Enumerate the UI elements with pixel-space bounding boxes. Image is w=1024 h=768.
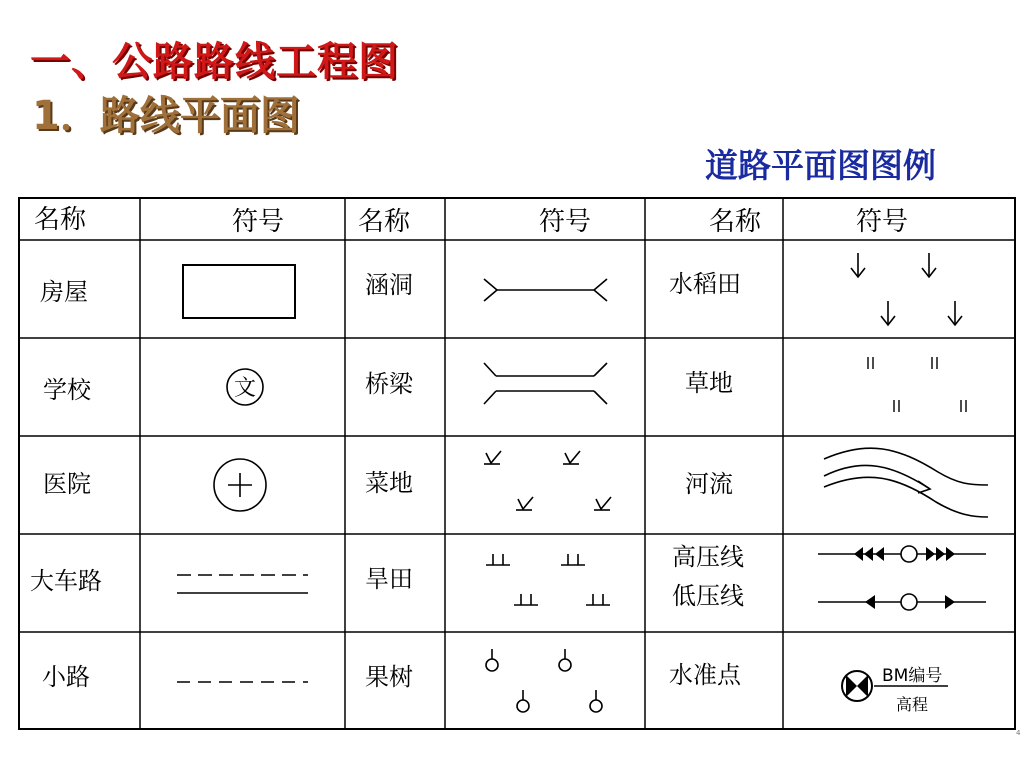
- name-bridge: 桥梁: [365, 370, 413, 398]
- culvert-symbol: [484, 279, 607, 301]
- name-hospital: 医院: [43, 470, 91, 498]
- name-paddy-field: 水稻田: [669, 270, 741, 298]
- fruit-tree-mark: [559, 649, 571, 671]
- grass-mark: [868, 357, 873, 369]
- symbols-column-3: [818, 253, 988, 714]
- name-house: 房屋: [40, 278, 88, 306]
- name-culvert: 涵洞: [365, 271, 413, 299]
- dry-field-mark: [514, 594, 538, 605]
- name-grassland: 草地: [685, 369, 733, 397]
- name-low-voltage-line: 低压线: [672, 582, 744, 610]
- name-path: 小路: [42, 663, 90, 691]
- paddy-mark: [922, 253, 936, 277]
- name-river: 河流: [685, 470, 733, 498]
- dry-field-mark: [586, 594, 610, 605]
- table-grid: [19, 198, 1015, 729]
- name-school: 学校: [43, 376, 91, 404]
- paddy-mark: [881, 301, 895, 325]
- grass-mark: [961, 400, 966, 412]
- name-high-voltage-line: 高压线: [672, 543, 744, 571]
- benchmark-elevation-label: 高程: [896, 695, 929, 714]
- name-vegetable-field: 菜地: [365, 469, 413, 497]
- dry-field-mark: [561, 554, 585, 565]
- name-dry-field: 旱田: [365, 565, 413, 593]
- power-lines-symbol: [818, 546, 986, 610]
- high-voltage-line-symbol: [818, 546, 986, 562]
- name-benchmark: 水准点: [669, 661, 741, 689]
- grassland-symbol: [868, 357, 966, 412]
- hospital-symbol: [214, 459, 266, 511]
- header-symbol-2: 符号: [539, 207, 592, 237]
- slide-heading: 一、公路路线工程图: [30, 39, 399, 85]
- header-name-3: 名称: [709, 207, 762, 237]
- symbols-column-2: [484, 279, 611, 712]
- vegetable-mark: [594, 497, 611, 510]
- dry-field-symbol: [486, 554, 610, 605]
- symbols-column-1: [177, 265, 308, 682]
- item-names: [30, 270, 744, 691]
- vegetable-field-symbol: [484, 451, 611, 510]
- fruit-tree-mark: [486, 649, 498, 671]
- header-symbol-3: 符号: [856, 207, 909, 237]
- legend-table-svg: [18, 197, 1016, 730]
- header-name-2: 名称: [358, 207, 411, 237]
- cart-road-symbol: [177, 575, 308, 593]
- house-symbol: [183, 265, 295, 318]
- river-symbol: [824, 448, 988, 517]
- fruit-tree-mark: [590, 690, 602, 712]
- paddy-field-symbol: [851, 253, 962, 325]
- low-voltage-line-symbol: [818, 594, 986, 610]
- legend-title: 道路平面图图例: [705, 146, 936, 185]
- vegetable-mark: [563, 451, 580, 464]
- slide-subheading: 1．路线平面图: [32, 93, 300, 139]
- school-symbol-char: 文: [233, 376, 257, 401]
- benchmark-number-label: BM编号: [882, 666, 943, 686]
- school-symbol: [227, 369, 263, 405]
- grass-mark: [894, 400, 899, 412]
- legend-table: [18, 197, 1016, 730]
- name-fruit-tree: 果树: [365, 663, 413, 691]
- dry-field-mark: [486, 554, 510, 565]
- fruit-tree-symbol: [486, 649, 602, 712]
- name-cart-road: 大车路: [30, 567, 102, 595]
- header-symbol-1: 符号: [232, 207, 285, 237]
- vegetable-mark: [484, 451, 501, 464]
- vegetable-mark: [516, 497, 533, 510]
- page-number: 4: [1016, 729, 1021, 737]
- bridge-symbol: [484, 363, 607, 404]
- grass-mark: [932, 357, 937, 369]
- header-name-1: 名称: [34, 205, 87, 235]
- benchmark-symbol: [842, 666, 948, 714]
- header-row: [34, 205, 908, 237]
- fruit-tree-mark: [517, 690, 529, 712]
- paddy-mark: [948, 301, 962, 325]
- paddy-mark: [851, 253, 865, 277]
